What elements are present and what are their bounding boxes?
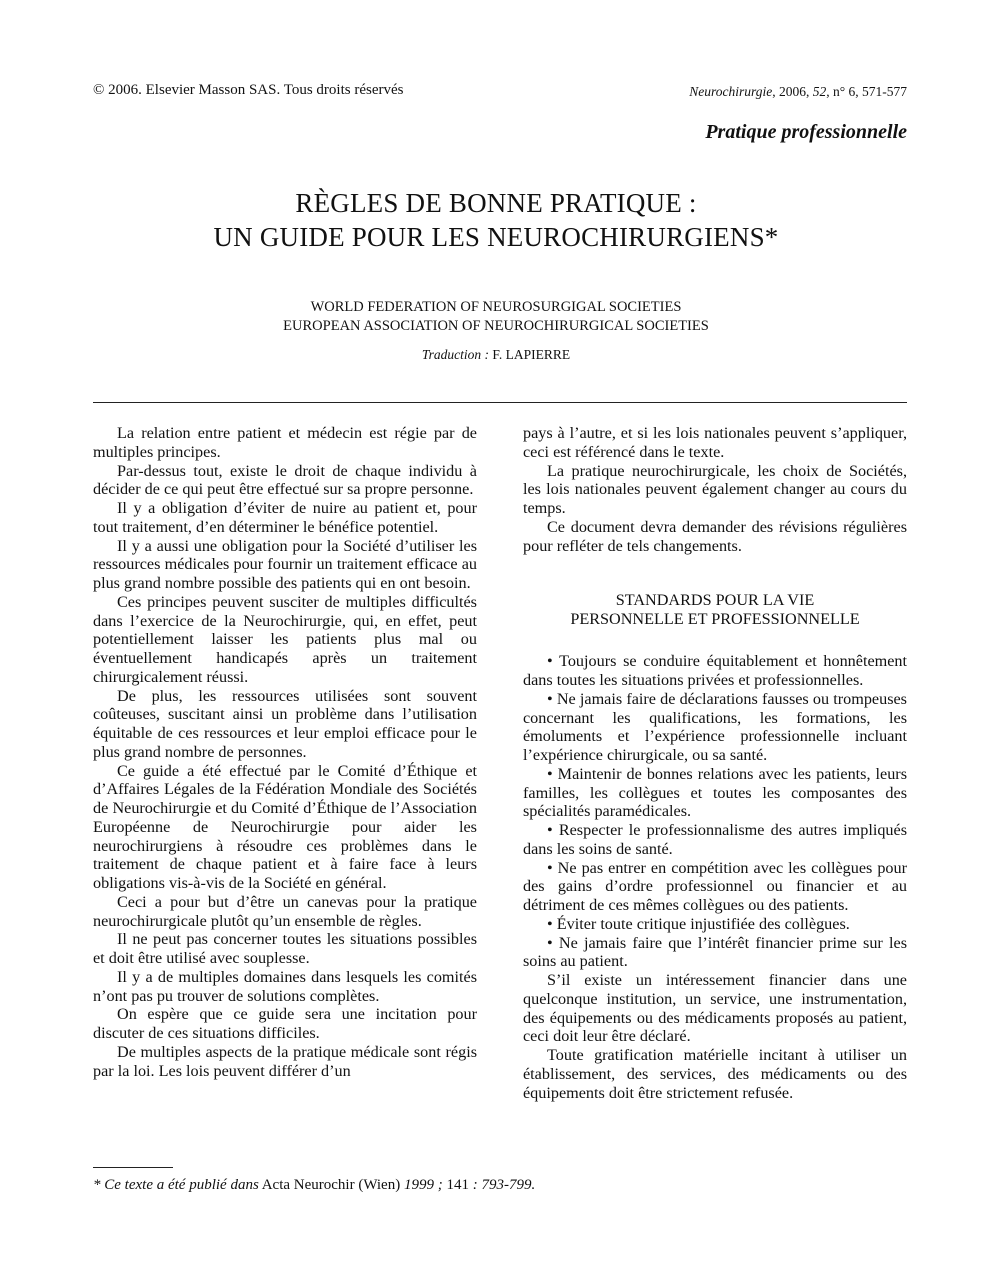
copyright-notice: © 2006. Elsevier Masson SAS. Tous droits réservés [93,82,404,98]
section-heading [523,591,907,629]
footnote-year: 1999 ; [403,1177,443,1193]
translator-name: F. LAPIERRE [489,347,571,362]
organization-wfns: WORLD FEDERATION OF NEUROSURGIGAL SOCIETIES [310,299,682,315]
bullet-item: • Éviter toute critique injustifiée des collègues. [547,914,850,933]
bullet-item: • Ne jamais faire que l’intérêt financier prime sur les soins au patient. [523,933,907,971]
paragraph: Par-dessus tout, existe le droit de chaque individu à décider de ce qui peut être effectué sur sa propre personne. [93,461,477,499]
paragraph: Il y a aussi une obligation pour la Société d’utiliser les ressources médicales pour fournir un traitement efficace au plus grand nombre possible des patients qui en ont besoin. [93,536,477,592]
paragraph: La pratique neurochirurgicale, les choix de Sociétés, les lois nationales peuvent également changer au cours du temps. [523,461,907,517]
bullet-item: • Respecter le professionnalisme des autres impliqués dans les soins de santé. [523,821,907,858]
left-column [93,424,477,1080]
paragraph: De multiples aspects de la pratique médicale sont régis par la loi. Les lois peuvent différer d’un [93,1042,477,1080]
paragraph: Il y a de multiples domaines dans lesquels les comités n’ont pas pu trouver de solutions complètes. [93,967,477,1005]
header-divider [93,402,907,403]
footnote [93,1177,535,1194]
paragraph: Ces principes peuvent susciter de multiples difficultés dans l’exercice de la Neurochirurgie, qui, en effet, peut potentiellement laisser les patients plus mal ou éventuellement handicapés après un traitement chirurgicalement réussi. [93,592,477,686]
section-heading-line-2: PERSONNELLE ET PROFESSIONNELLE [570,610,860,629]
paragraph: La relation entre patient et médecin est régie par de multiples principes. [93,424,477,461]
journal-volume: 52 [812,84,827,99]
paragraph: On espère que ce guide sera une incitation pour discuter de ces situations difficiles. [93,1005,477,1042]
bullet-item: • Maintenir de bonnes relations avec les patients, leurs familles, les collègues et toutes les composantes des spécialités paramédicales. [523,764,907,821]
paragraph: Il ne peut pas concerner toutes les situations possibles et doit être utilisé avec souplesse. [93,930,477,967]
title-line-2: UN GUIDE POUR LES NEUROCHIRURGIENS* [213,222,779,252]
bullet-item: • Toujours se conduire équitablement et honnêtement dans toutes les situations privées et professionnelles. [523,652,907,689]
paragraph: Ce document devra demander des révisions régulières pour refléter de tels changements. [523,517,907,555]
footnote-divider [93,1167,173,1168]
paragraph: De plus, les ressources utilisées sont souvent coûteuses, suscitant ainsi un problème dans l’utilisation équitable de ces ressources et leur emploi efficace pour le plus grand nombre de personnes. [93,686,477,761]
title-line-1: RÈGLES DE BONNE PRATIQUE : [295,188,697,218]
footnote-pages: : 793-799. [472,1177,536,1193]
translation-credit [0,347,992,363]
journal-year: , 2006, [772,84,813,99]
journal-name: Neurochirurgie [689,84,773,99]
right-column [523,424,907,1102]
article-title [0,186,992,254]
paragraph-continuation: pays à l’autre, et si les lois nationales peuvent s’appliquer, ceci est référencé dans le texte. [523,424,907,461]
translation-label: Traduction : [421,347,490,362]
journal-issue-pages: , n° 6, 571-577 [826,84,907,99]
paragraph: Il y a obligation d’éviter de nuire au patient et, pour tout traitement, d’en déterminer le bénéfice potentiel. [93,499,477,536]
footnote-prefix: * Ce texte a été publié dans [93,1177,259,1193]
paragraph: Ceci a pour but d’être un canevas pour la pratique neurochirurgicale plutôt qu’un ensemble de règles. [93,892,477,930]
journal-citation [689,84,907,100]
organization-eans: EUROPEAN ASSOCIATION OF NEUROCHIRURGICAL SOCIETIES [283,318,709,334]
footnote-volume: 141 [442,1177,473,1193]
section-label: Pratique professionnelle [705,121,907,143]
paragraph: Ce guide a été effectué par le Comité d’Éthique et d’Affaires Légales de la Fédération Mondiale des Sociétés de Neurochirurgie et du Comité d’Éthique de l’Association Européenne de Neurochirurgie pour aider les neurochirurgiens à résoudre ces problèmes dans le traitement de chaque patient et à faire face à leurs obligations vis-à-vis de la Société en général. [93,761,477,892]
paragraph: Toute gratification matérielle incitant à utiliser un établissement, des services, des médicaments ou des équipements doit être strictement refusée. [523,1046,907,1102]
paragraph: S’il existe un intéressement financier dans une quelconque institution, un service, une instrumentation, des équipements ou des médicaments proposés au patient, ceci doit leur être déclaré. [523,971,907,1046]
footnote-journal: Acta Neurochir (Wien) [258,1177,404,1193]
section-heading-line-1: STANDARDS POUR LA VIE [615,591,815,610]
bullet-item: • Ne pas entrer en compétition avec les collègues pour des gains d’ordre professionnel ou financier et au détriment de ces mêmes collègues ou des patients. [523,858,907,914]
bullet-item: • Ne jamais faire de déclarations fausses ou trompeuses concernant les qualifications, les formations, les émoluments et l’expérience professionnelle incluant l’expérience chirurgicale, ou sa santé. [523,689,907,764]
